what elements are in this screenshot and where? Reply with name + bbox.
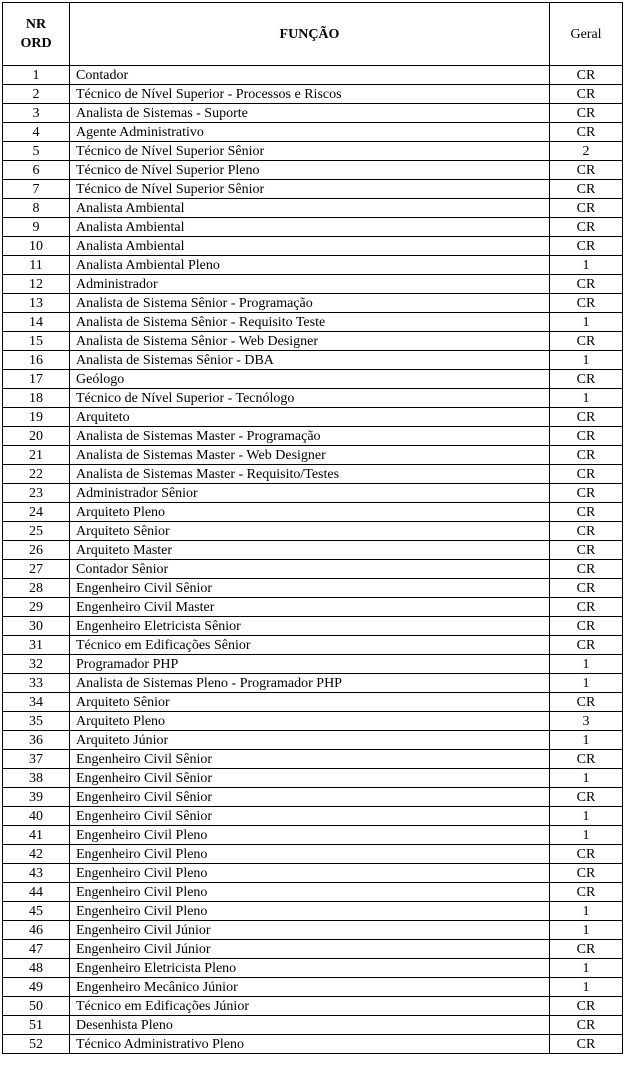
table-row [3, 807, 623, 826]
row-funcao: Arquiteto Master [70, 541, 550, 560]
table-row [3, 161, 623, 180]
table-row [3, 85, 623, 104]
table-row [3, 1016, 623, 1035]
row-funcao: Analista de Sistemas Pleno - Programador PHP [70, 674, 550, 693]
row-nr: 13 [3, 294, 70, 313]
row-nr: 11 [3, 256, 70, 275]
row-nr: 33 [3, 674, 70, 693]
row-geral: CR [550, 845, 623, 864]
row-funcao: Analista de Sistemas - Suporte [70, 104, 550, 123]
row-funcao: Engenheiro Civil Master [70, 598, 550, 617]
row-nr: 1 [3, 66, 70, 85]
row-geral: CR [550, 104, 623, 123]
table-row [3, 541, 623, 560]
row-nr: 4 [3, 123, 70, 142]
row-funcao: Técnico de Nível Superior - Processos e Riscos [70, 85, 550, 104]
table-row [3, 275, 623, 294]
row-geral: CR [550, 522, 623, 541]
row-funcao: Programador PHP [70, 655, 550, 674]
table-row [3, 750, 623, 769]
row-funcao: Analista de Sistemas Master - Programação [70, 427, 550, 446]
row-geral: CR [550, 85, 623, 104]
table-row [3, 427, 623, 446]
row-geral: CR [550, 180, 623, 199]
table-row [3, 351, 623, 370]
row-nr: 45 [3, 902, 70, 921]
table-row [3, 997, 623, 1016]
table-row [3, 199, 623, 218]
row-geral: CR [550, 883, 623, 902]
table-row [3, 1035, 623, 1054]
row-geral: CR [550, 541, 623, 560]
row-funcao: Técnico de Nível Superior Sênior [70, 142, 550, 161]
row-nr: 39 [3, 788, 70, 807]
row-geral: CR [550, 199, 623, 218]
row-nr: 48 [3, 959, 70, 978]
row-geral: 1 [550, 731, 623, 750]
row-funcao: Analista de Sistema Sênior - Requisito Teste [70, 313, 550, 332]
row-funcao: Técnico em Edificações Sênior [70, 636, 550, 655]
row-nr: 26 [3, 541, 70, 560]
row-geral: CR [550, 237, 623, 256]
row-funcao: Analista Ambiental [70, 199, 550, 218]
row-nr: 15 [3, 332, 70, 351]
row-nr: 8 [3, 199, 70, 218]
row-funcao: Engenheiro Civil Pleno [70, 826, 550, 845]
row-nr: 49 [3, 978, 70, 997]
row-nr: 43 [3, 864, 70, 883]
table-row [3, 465, 623, 484]
row-nr: 34 [3, 693, 70, 712]
row-funcao: Contador Sênior [70, 560, 550, 579]
row-nr: 18 [3, 389, 70, 408]
row-funcao: Engenheiro Civil Sênior [70, 788, 550, 807]
row-funcao: Arquiteto Sênior [70, 522, 550, 541]
header-nr-ord [3, 3, 70, 66]
table-row [3, 313, 623, 332]
row-funcao: Analista de Sistema Sênior - Programação [70, 294, 550, 313]
row-funcao: Administrador [70, 275, 550, 294]
row-geral: CR [550, 560, 623, 579]
row-funcao: Engenheiro Civil Sênior [70, 750, 550, 769]
table-row [3, 522, 623, 541]
row-funcao: Técnico de Nível Superior - Tecnólogo [70, 389, 550, 408]
table-row [3, 959, 623, 978]
row-geral: CR [550, 332, 623, 351]
table-row [3, 389, 623, 408]
row-nr: 16 [3, 351, 70, 370]
row-geral: CR [550, 788, 623, 807]
row-funcao: Engenheiro Mecânico Júnior [70, 978, 550, 997]
row-nr: 46 [3, 921, 70, 940]
row-geral: 1 [550, 389, 623, 408]
row-nr: 21 [3, 446, 70, 465]
row-nr: 12 [3, 275, 70, 294]
table-row [3, 104, 623, 123]
table-row [3, 693, 623, 712]
row-funcao: Engenheiro Eletricista Pleno [70, 959, 550, 978]
table-row [3, 617, 623, 636]
row-funcao: Engenheiro Civil Pleno [70, 902, 550, 921]
row-nr: 9 [3, 218, 70, 237]
row-nr: 25 [3, 522, 70, 541]
row-nr: 30 [3, 617, 70, 636]
row-geral: CR [550, 484, 623, 503]
row-funcao: Analista Ambiental [70, 237, 550, 256]
row-nr: 50 [3, 997, 70, 1016]
header-geral: Geral [550, 3, 623, 66]
table-row [3, 769, 623, 788]
table-row [3, 712, 623, 731]
positions-table [2, 2, 623, 1054]
row-funcao: Analista de Sistemas Sênior - DBA [70, 351, 550, 370]
row-geral: CR [550, 750, 623, 769]
row-geral: 1 [550, 807, 623, 826]
row-nr: 44 [3, 883, 70, 902]
table-row [3, 978, 623, 997]
row-funcao: Engenheiro Civil Pleno [70, 864, 550, 883]
row-nr: 20 [3, 427, 70, 446]
row-geral: CR [550, 408, 623, 427]
row-geral: 1 [550, 902, 623, 921]
row-geral: CR [550, 294, 623, 313]
table-row [3, 503, 623, 522]
row-nr: 6 [3, 161, 70, 180]
table-row [3, 636, 623, 655]
header-row [3, 3, 623, 66]
table-row [3, 674, 623, 693]
table-row [3, 142, 623, 161]
table-row [3, 484, 623, 503]
row-geral: 1 [550, 256, 623, 275]
table-row [3, 66, 623, 85]
row-funcao: Técnico de Nível Superior Pleno [70, 161, 550, 180]
table-row [3, 294, 623, 313]
table-row [3, 731, 623, 750]
row-geral: CR [550, 940, 623, 959]
row-nr: 23 [3, 484, 70, 503]
row-geral: CR [550, 503, 623, 522]
row-geral: CR [550, 1035, 623, 1054]
row-funcao: Arquiteto Pleno [70, 503, 550, 522]
row-geral: CR [550, 997, 623, 1016]
row-geral: CR [550, 446, 623, 465]
row-nr: 5 [3, 142, 70, 161]
table-row [3, 655, 623, 674]
row-funcao: Contador [70, 66, 550, 85]
table-row [3, 446, 623, 465]
row-nr: 29 [3, 598, 70, 617]
row-geral: CR [550, 617, 623, 636]
row-nr: 27 [3, 560, 70, 579]
row-funcao: Agente Administrativo [70, 123, 550, 142]
row-geral: 1 [550, 351, 623, 370]
row-funcao: Desenhista Pleno [70, 1016, 550, 1035]
row-nr: 51 [3, 1016, 70, 1035]
row-funcao: Analista de Sistema Sênior - Web Designer [70, 332, 550, 351]
row-nr: 24 [3, 503, 70, 522]
row-funcao: Analista de Sistemas Master - Web Designer [70, 446, 550, 465]
row-funcao: Arquiteto Pleno [70, 712, 550, 731]
row-nr: 42 [3, 845, 70, 864]
row-funcao: Engenheiro Civil Júnior [70, 940, 550, 959]
row-nr: 37 [3, 750, 70, 769]
header-nr-line2: ORD [20, 36, 52, 51]
row-geral: 2 [550, 142, 623, 161]
row-nr: 40 [3, 807, 70, 826]
row-nr: 3 [3, 104, 70, 123]
row-nr: 41 [3, 826, 70, 845]
table-row [3, 598, 623, 617]
row-funcao: Geólogo [70, 370, 550, 389]
row-funcao: Engenheiro Civil Pleno [70, 845, 550, 864]
row-geral: CR [550, 693, 623, 712]
table-row [3, 902, 623, 921]
row-geral: 1 [550, 921, 623, 940]
row-nr: 47 [3, 940, 70, 959]
row-nr: 31 [3, 636, 70, 655]
row-funcao: Arquiteto Júnior [70, 731, 550, 750]
row-funcao: Engenheiro Civil Júnior [70, 921, 550, 940]
table-row [3, 845, 623, 864]
row-nr: 7 [3, 180, 70, 199]
table-row [3, 332, 623, 351]
row-geral: CR [550, 123, 623, 142]
header-funcao: FUNÇÃO [70, 3, 550, 66]
row-geral: CR [550, 465, 623, 484]
row-nr: 52 [3, 1035, 70, 1054]
row-funcao: Analista de Sistemas Master - Requisito/Testes [70, 465, 550, 484]
row-funcao: Arquiteto Sênior [70, 693, 550, 712]
row-funcao: Engenheiro Eletricista Sênior [70, 617, 550, 636]
row-geral: CR [550, 636, 623, 655]
row-funcao: Administrador Sênior [70, 484, 550, 503]
row-nr: 38 [3, 769, 70, 788]
row-geral: 3 [550, 712, 623, 731]
table-row [3, 940, 623, 959]
row-funcao: Engenheiro Civil Sênior [70, 769, 550, 788]
table-row [3, 370, 623, 389]
row-nr: 36 [3, 731, 70, 750]
row-geral: CR [550, 218, 623, 237]
table-row [3, 883, 623, 902]
row-geral: CR [550, 275, 623, 294]
table-row [3, 921, 623, 940]
row-funcao: Engenheiro Civil Sênior [70, 807, 550, 826]
row-geral: 1 [550, 313, 623, 332]
row-nr: 14 [3, 313, 70, 332]
table-row [3, 826, 623, 845]
row-geral: 1 [550, 769, 623, 788]
row-nr: 35 [3, 712, 70, 731]
table-row [3, 408, 623, 427]
table-row [3, 218, 623, 237]
table-row [3, 256, 623, 275]
row-geral: CR [550, 161, 623, 180]
row-geral: 1 [550, 674, 623, 693]
table-row [3, 180, 623, 199]
table-row [3, 123, 623, 142]
row-nr: 22 [3, 465, 70, 484]
row-funcao: Técnico Administrativo Pleno [70, 1035, 550, 1054]
table-row [3, 237, 623, 256]
row-nr: 19 [3, 408, 70, 427]
row-geral: 1 [550, 655, 623, 674]
table-row [3, 788, 623, 807]
row-geral: 1 [550, 826, 623, 845]
row-geral: CR [550, 864, 623, 883]
row-nr: 17 [3, 370, 70, 389]
row-geral: CR [550, 370, 623, 389]
row-geral: CR [550, 427, 623, 446]
row-nr: 28 [3, 579, 70, 598]
row-funcao: Analista Ambiental Pleno [70, 256, 550, 275]
row-funcao: Engenheiro Civil Pleno [70, 883, 550, 902]
row-nr: 2 [3, 85, 70, 104]
row-funcao: Arquiteto [70, 408, 550, 427]
row-funcao: Técnico em Edificações Júnior [70, 997, 550, 1016]
table-row [3, 579, 623, 598]
row-geral: 1 [550, 959, 623, 978]
row-geral: CR [550, 598, 623, 617]
table-row [3, 864, 623, 883]
row-funcao: Analista Ambiental [70, 218, 550, 237]
row-funcao: Técnico de Nível Superior Sênior [70, 180, 550, 199]
row-funcao: Engenheiro Civil Sênior [70, 579, 550, 598]
row-geral: 1 [550, 978, 623, 997]
row-geral: CR [550, 579, 623, 598]
row-geral: CR [550, 1016, 623, 1035]
row-geral: CR [550, 66, 623, 85]
row-nr: 32 [3, 655, 70, 674]
header-nr-line1: NR [25, 17, 47, 32]
table-row [3, 560, 623, 579]
row-nr: 10 [3, 237, 70, 256]
